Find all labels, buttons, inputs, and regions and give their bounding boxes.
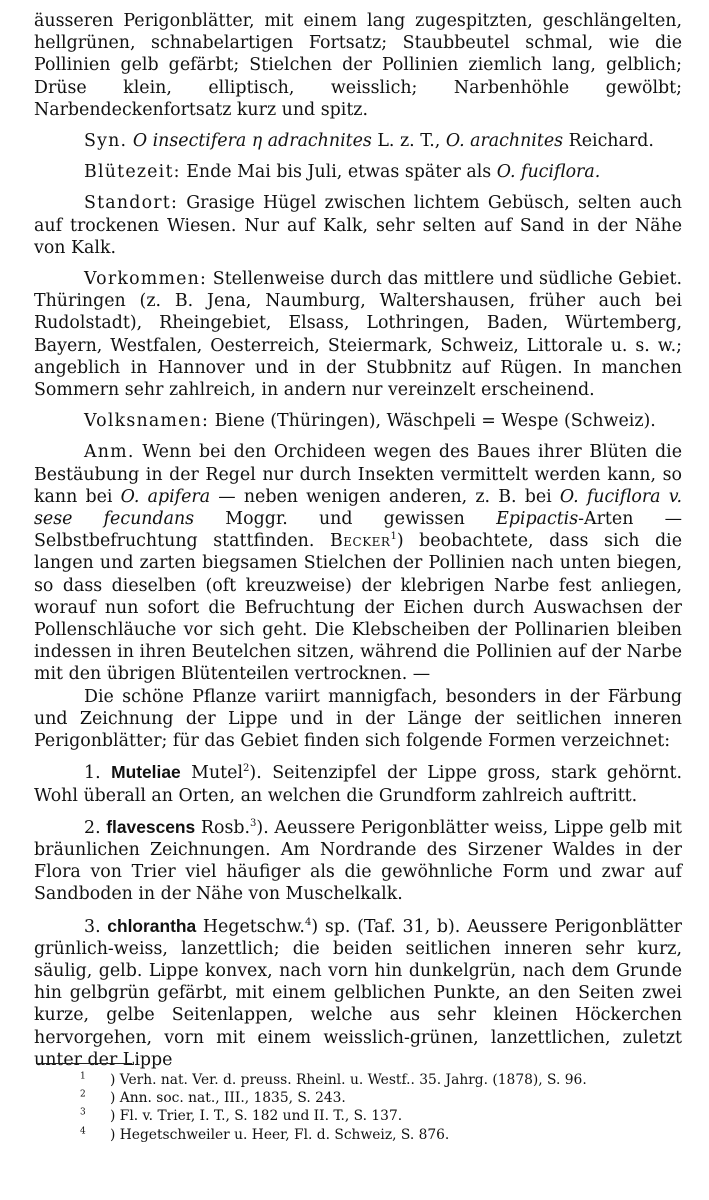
form-item: 3. chlorantha Hegetschw.$^4$) sp. (Taf. 31, b). Aeussere Perigonblätter grünlich-weiss, lanzettlich; die beiden seitlichen inneren sehr kurz, säulig, gelb. Lippe konvex, nach vorn hin dunkelgrün, nach dem Grunde hin gelbgrün gefärbt, mit einem gelblichen Punkte, an den Seiten zwei kurze, gelbe Seitenlappen, welche aus sehr kleinen Höckerchen hervorgehen, vorn mit einem weisslich-grünen, lanzettlichen, zuletzt unter der Lippe: [34, 915, 682, 1070]
synonyms-paragraph: Syn. O insectifera η adrachnites L. z. T., O. arachnites Reichard.: [84, 131, 654, 152]
form-name: Muteliae: [111, 762, 181, 783]
footnote-ref: 1: [390, 531, 397, 543]
author-becker: Becker: [329, 531, 391, 552]
description-continuation: äusseren Perigonblätter, mit einem lang zugespitzten, geschlängelten, hellgrünen, schnabelartigen Fortsatz; Staubbeutel schmal, wie die Pollinien gelb gefärbt; Stielchen der Pollinien ziemlich lang, gelblich; Drüse klein, elliptisch, weisslich; Narbenhöhle gewölbt; Narbendeckenfortsatz kurz und spitz.: [34, 11, 682, 120]
form-item: 1. Muteliae Mutel$^2$). Seitenzipfel der Lippe gross, stark gehörnt. Wohl überall an Orten, an welchen die Grundform zahlreich auftritt.: [34, 762, 682, 806]
synonym-2: O. arachnites: [445, 131, 564, 152]
footnote: $^1$ ) Verh. nat. Ver. d. preuss. Rheinl. u. Westf.. 35. Jahrg. (1878), S. 96.: [80, 1071, 587, 1088]
volksnamen-label: Volksnamen:: [84, 411, 210, 432]
form-name: flavescens: [106, 816, 196, 837]
variation-paragraph: Die schöne Pflanze variirt mannigfach, besonders in der Färbung und Zeichnung der Lippe und in der Länge der seitlichen inneren Perigonblätter; für das Gebiet finden sich folgende Formen verzeichnet:: [34, 686, 682, 752]
synonyms-label: Syn.: [84, 131, 128, 152]
annotation-paragraph: Anm. Wenn bei den Orchideen wegen des Baues ihrer Blüten die Bestäubung in der Regel nur durch Insekten vermittelt werden kann, so kann bei O. apifera — neben wenigen anderen, z. B. bei O. fuciflora v. sese fecundans Moggr. und gewissen Epipactis-Arten — Selbstbefruchtung stattfinden. Becker$^1$) beobachtete, dass sich die langen und zarten biegsamen Stielchen der Pollinien nach unten biegen, so dass dieselben (oft kreuzweise) der klebrigen Narbe fest anliegen, worauf nun sofort die Befruchtung der Eichen durch Auswachsen der Pollenschläuche vor sich geht. Die Klebscheiben der Pollinarien bleiben indessen in ihren Beutelchen sitzen, während die Pollinien auf der Narbe mit den übrigen Blütenteilen vertrocknen. —: [34, 442, 682, 685]
bluetezeit-label: Blütezeit:: [84, 162, 181, 183]
vorkommen-paragraph: Vorkommen: Stellenweise durch das mittlere und südliche Gebiet. Thüringen (z. B. Jena, Naumburg, Waltershausen, früher auch bei Rudolstadt), Rheingebiet, Elsass, Lothringen, Baden, Würtemberg, Bayern, Westfalen, Oesterreich, Steiermark, Schweiz, Littorale u. s. w.; angeblich in Hannover und in der Stubbnitz auf Rügen. In manchen Sommern sehr zahlreich, in andern nur vereinzelt erscheinend.: [34, 269, 682, 401]
footnote-ref: 3: [250, 817, 257, 829]
main-text: [34, 10, 682, 1071]
footnote: $^4$ ) Hegetschweiler u. Heer, Fl. d. Schweiz, S. 876.: [80, 1126, 450, 1143]
footnote: $^3$ ) Fl. v. Trier, I. T., S. 182 und II. T., S. 137.: [80, 1107, 403, 1125]
volksnamen-paragraph: Volksnamen: Biene (Thüringen), Wäschpeli = Wespe (Schweiz).: [84, 411, 656, 432]
footnote: $^2$ ) Ann. soc. nat., III., 1835, S. 243.: [80, 1089, 346, 1107]
standort-label: Standort:: [84, 193, 179, 214]
form-item: 2. flavescens Rosb.$^3$). Aeussere Perigonblätter weiss, Lippe gelb mit bräunlichen Zeichnungen. Am Nordrande des Sirzener Waldes in der Flora von Trier viel häufiger als die gewöhnliche Form und zwar auf Sandboden in der Nähe von Muschelkalk.: [34, 816, 682, 905]
synonym-1: O insectifera η adrachnites: [132, 131, 372, 152]
vorkommen-label: Vorkommen:: [84, 269, 208, 290]
anm-label: Anm.: [84, 442, 135, 463]
bluetezeit-paragraph: Blütezeit: Ende Mai bis Juli, etwas später als O. fuciflora.: [84, 162, 601, 183]
footnote-separator: [36, 1063, 132, 1064]
footnote-ref: 2: [243, 763, 250, 775]
standort-paragraph: Standort: Grasige Hügel zwischen lichtem Gebüsch, selten auch auf trockenen Wiesen. Nur auf Kalk, sehr selten auf Sand in der Nähe von Kalk.: [34, 193, 682, 258]
footnotes: [80, 1071, 660, 1144]
footnote-ref: 4: [304, 916, 312, 928]
form-name: chlorantha: [107, 915, 197, 936]
